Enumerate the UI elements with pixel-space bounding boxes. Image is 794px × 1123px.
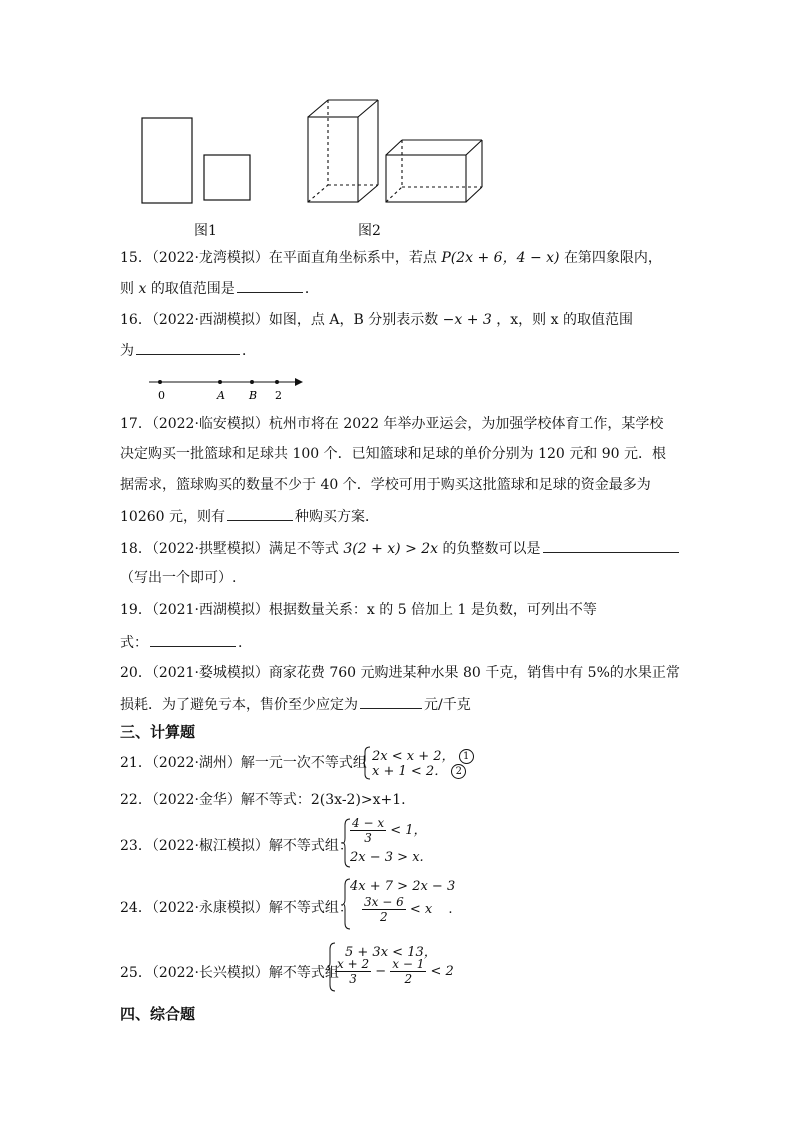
section-three-heading: 三、计算题 [120, 723, 196, 741]
question-17-line-2: 决定购买一批篮球和足球共 100 个．已知篮球和足球的单价分别为 120 元和 90 元．根 [120, 446, 666, 462]
q17-line4-a: 10260 元，则有 [120, 509, 225, 525]
point-zero [158, 380, 162, 384]
question-23-prefix: 23．（2022·椒江模拟）解不等式组： [120, 838, 353, 854]
question-18-line-2: （写出一个即可）. [120, 570, 237, 586]
q18-answer-blank[interactable] [543, 538, 679, 553]
question-17-line-3: 据需求，篮球购买的数量不少于 40 个．学校可用于购买这批篮球和足球的资金最多为 [120, 477, 651, 493]
question-25-prefix: 25．（2022·长兴模拟）解不等式组 [120, 965, 339, 981]
point-a [218, 380, 222, 384]
q21-mark-1: 1 [459, 749, 474, 764]
question-18-line-1 [120, 538, 681, 559]
q23-row-1: $\frac{4 - x}{3}$ < 1， [352, 816, 427, 845]
q20-line2-a: 损耗．为了避免亏本，售价至少应定为 [120, 697, 358, 713]
question-19-line-1: 19．（2021·西湖模拟）根据数量关系：x 的 5 倍加上 1 是负数，可列出不等 [120, 602, 597, 618]
q25-row-2: $\frac{x + 2}{3}$ − $\frac{x - 1}{2}$ < 2 [337, 957, 454, 986]
label-zero: 0 [158, 389, 165, 402]
q16-end: ． [242, 343, 256, 359]
question-20-line-2 [120, 694, 471, 715]
q15-line2-a: 则 [120, 281, 134, 297]
label-two: 2 [275, 389, 282, 402]
q18-line1-a: 18．（2022·拱墅模拟）满足不等式 [120, 541, 339, 557]
figure-1 [130, 98, 270, 208]
q16-line1-a: 16．（2022·西湖模拟）如图，点 A，B 分别表示数 [120, 312, 439, 328]
fig2-flat-prism [386, 140, 482, 202]
question-22: 22．（2022·金华）解不等式：2(3x-2)>x+1. [120, 792, 406, 808]
question-19-line-2 [120, 632, 242, 653]
q17-answer-blank[interactable] [227, 506, 293, 521]
question-16-line-1 [120, 310, 633, 330]
question-21-prefix: 21．（2022·湖州）解一元一次不等式组 [120, 755, 367, 771]
q16-expr: −x + 3 [442, 312, 492, 328]
question-16-line-2 [120, 340, 256, 361]
q15-end: ． [304, 281, 319, 297]
q15-point: P(2x + 6，4 − x) [441, 250, 560, 266]
label-b: B [249, 389, 258, 402]
q15-prefix: 15．（2022·龙湾模拟）在平面直角坐标系中，若点 [120, 250, 437, 266]
question-15-line-1 [120, 248, 662, 268]
q16-line1-b: ，x，则 x 的取值范围 [496, 312, 633, 328]
question-17-line-4 [120, 506, 379, 527]
q24-row-1: 4x + 7 > 2x − 3 [350, 879, 456, 894]
q15-var: x [138, 281, 147, 297]
q15-line2-b: 的取值范围是 [150, 281, 235, 297]
q25-fraction-2: $\frac{x - 1}{2}$ [392, 957, 425, 986]
q24-row-2: $\frac{3x - 6}{2}$ < x . [364, 895, 453, 924]
q23-fraction: $\frac{4 - x}{3}$ [352, 816, 385, 845]
q18-expr: 3(2 + x) > 2x [343, 541, 439, 557]
point-b [250, 380, 254, 384]
section-four-heading: 四、综合题 [120, 1005, 196, 1023]
q18-line1-b: 的负整数可以是 [442, 541, 541, 557]
q15-answer-blank[interactable] [237, 278, 303, 293]
q21-row-2: x + 1 < 2． 2 [372, 760, 466, 779]
q20-line2-b: 元/千克 [424, 697, 471, 713]
point-two [275, 380, 279, 384]
q19-end: . [238, 635, 243, 651]
q21-row-1: 2x < x + 2， 1 [372, 745, 474, 764]
q25-fraction-1: $\frac{x + 2}{3}$ [337, 957, 370, 986]
q24-fraction: $\frac{3x - 6}{2}$ [364, 895, 404, 924]
question-24-prefix: 24．（2022·永康模拟）解不等式组： [120, 900, 353, 916]
label-a: A [217, 389, 225, 402]
q17-line4-b: 种购买方案． [295, 509, 379, 525]
question-17-line-1: 17．（2022·临安模拟）杭州市将在 2022 年举办亚运会，为加强学校体育工作，某学校 [120, 416, 664, 432]
q19-line2-a: 式： [120, 635, 148, 651]
number-line-arrow [295, 378, 303, 386]
fig1-square [204, 155, 250, 200]
fig2-tall-prism [308, 100, 378, 202]
q15-suffix: 在第四象限内， [563, 250, 662, 266]
q20-answer-blank[interactable] [360, 694, 422, 709]
figure-2 [300, 95, 490, 210]
q21-brace-icon [362, 746, 372, 780]
question-20-line-1: 20．（2021·婺城模拟）商家花费 760 元购进某种水果 80 千克，销售中有 5%的水果正常 [120, 665, 680, 681]
q25-row-1: 5 + 3x < 13， [345, 945, 437, 960]
fig1-caption: 图1 [194, 223, 217, 239]
q16-number-line [145, 372, 310, 404]
q23-row-2: 2x − 3 > x. [350, 850, 424, 865]
q21-mark-2: 2 [451, 764, 466, 779]
q16-answer-blank[interactable] [136, 340, 240, 355]
question-15-line-2 [120, 278, 319, 299]
q16-line2-a: 为 [120, 343, 134, 359]
fig2-caption: 图2 [358, 223, 381, 239]
q19-answer-blank[interactable] [150, 632, 236, 647]
fig1-tall-rectangle [142, 118, 192, 203]
